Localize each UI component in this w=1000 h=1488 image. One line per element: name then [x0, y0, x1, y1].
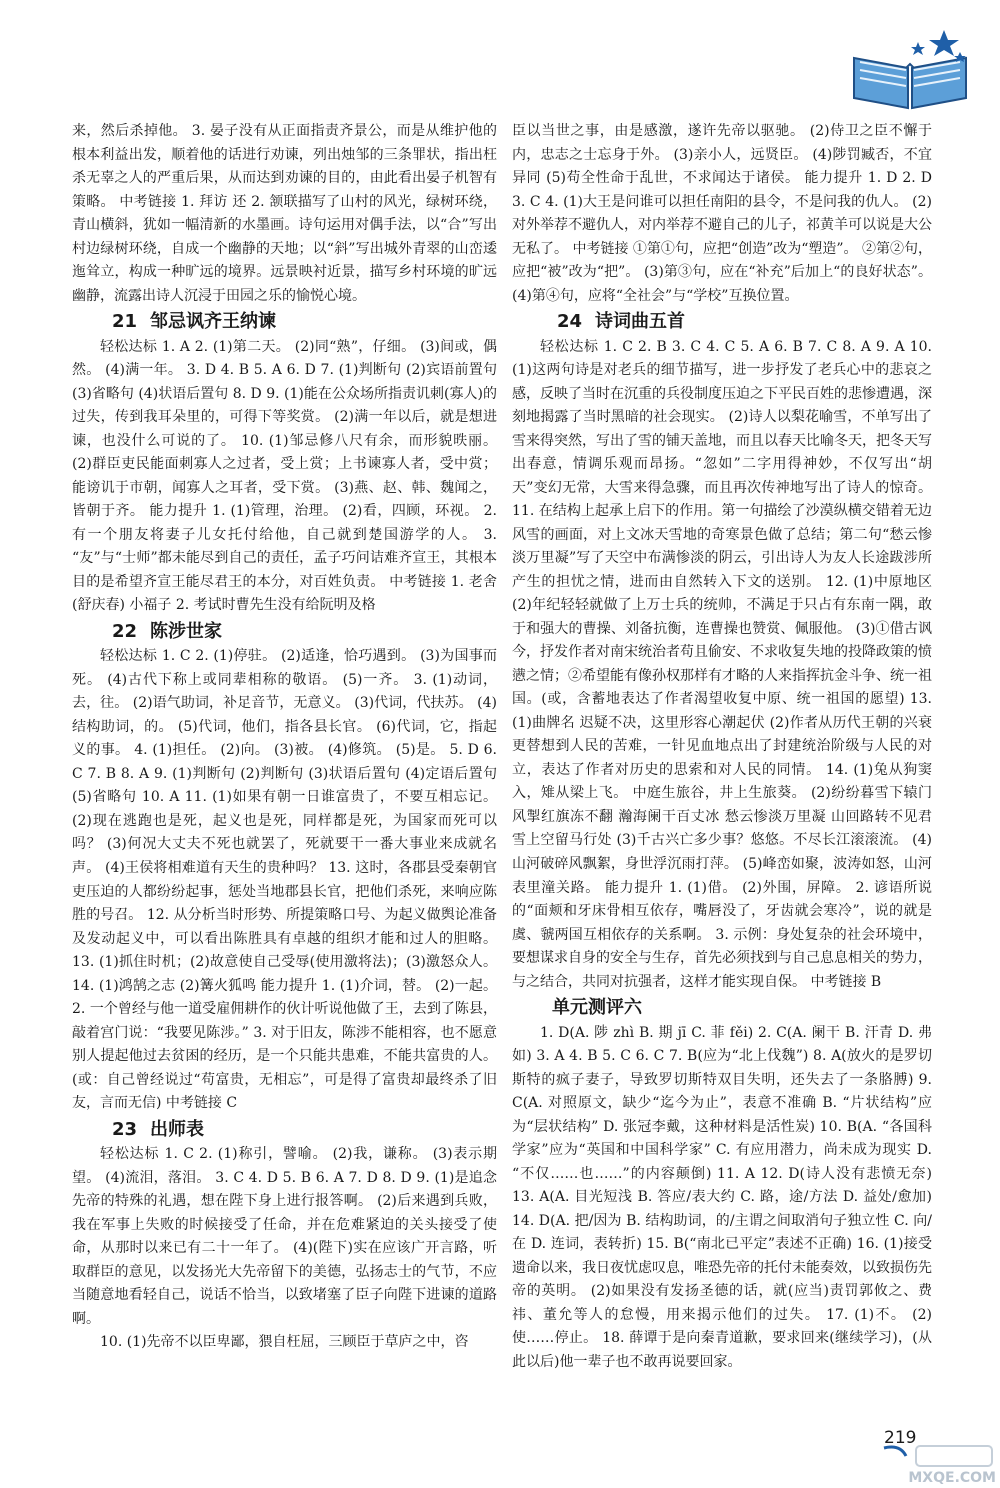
section-22-heading [72, 620, 497, 644]
section-24-title: 诗词曲五首 [595, 311, 685, 333]
section-21-heading [72, 310, 497, 334]
section-21-number: 21 [112, 311, 138, 333]
page-number: 219 [884, 1428, 917, 1448]
unit-test-title: 单元测评六 [552, 997, 642, 1019]
section-22-answers: 轻松达标 1. C 2. (1)停驻。 (2)适逢，恰巧遇到。 (3)为国事而死。 (4)古代下称上或同辈相称的敬语。 (5)一齐。 3. (1)动词，去，往。 (2)语气助词，补足音节，无意义。 (3)代词，代扶苏。 (4)结构助词，的。 (5)代词，他们，指各县长官。 (6)代词，它，指起义的事。 4. (1)担任。 (2)向。 (3)被。 (4)修筑。 (5)是。 5. D 6. C 7. B 8. A 9. (1)判断句 (2)判断句 (3)状语后置句 (4)定语后置句 (5)省略句 10. A 11. (1)如果有朝一日谁富贵了，不要互相忘记。 (2)现在逃跑也是死，起义也是死，同样都是死，为国家而死可以吗？ (3)何况大丈夫不死也就罢了，死就要干一番大事业来成就名声。 (4)王侯将相难道有天生的贵种吗？ 13. 这时，各郡县受秦朝官吏压迫的人都纷纷起事，惩处当地郡县长官，把他们杀死，来响应陈胜的号召。 12. 从分析当时形势、所提策略口号、为起义做舆论准备及发动起义中，可以看出陈胜具有卓越的组织才能和过人的胆略。 13. (1)抓住时机；(2)故意使自己受辱(使用激将法)；(3)激怒众人。 14. (1)鸿鹄之志 (2)篝火狐鸣 能力提升 1. (1)介词，替。 (2)一起。 2. 一个曾经与他一道受雇佣耕作的伙计听说他做了王，去到了陈县，敲着宫门说：“我要见陈涉。” 3. 对于旧友，陈涉不能相容，也不愿意别人提起他过去贫困的经历，是一个只能共患难，不能共富贵的人。(或：自己曾经说过“苟富贵，无相忘”，可是得了富贵却最终杀了旧友，言而无信) 中考链接 C [72, 648, 497, 1112]
open-book-stars-logo [848, 28, 972, 112]
unit-test-heading [512, 996, 932, 1020]
section-23-title: 出师表 [150, 1118, 204, 1140]
section-23-number: 23 [112, 1118, 138, 1140]
section-22-title: 陈涉世家 [150, 620, 222, 642]
left-intro-text: 来，然后杀掉他。 3. 晏子没有从正面指责齐景公，而是从维护他的根本利益出发，顺着他的话进行劝谏，列出烛邹的三条罪状，指出枉杀无辜之人的严重后果，从而达到劝谏的目的，由此看出晏子机智有策略。 中考链接 1. 拜访 还 2. 颔联描写了山村的风光，绿树环绕，青山横斜，犹如一幅清新的水墨画。诗句运用对偶手法，以“合”写出村边绿树环绕，自成一个幽静的天地；以“斜”写出城外青翠的山峦逶迤耸立，构成一种旷远的境界。远景映衬近景，描写乡村环境的旷远幽静，流露出诗人沉浸于田园之乐的愉悦心境。 [72, 123, 497, 304]
section-21-answers: 轻松达标 1. A 2. (1)第二天。 (2)同“熟”，仔细。 (3)间或，偶然。 (4)满一年。 3. D 4. B 5. A 6. D 7. (1)判断句 (2)宾语前置句 (3)省略句 (4)状语后置句 8. D 9. (1)能在公众场所指责讥刺(寡人)的过失，传到我耳朵里的，可得下等奖赏。 (2)满一年以后，就是想进谏，也没什么可说的了。 10. (1)邹忌修八尺有余，而形貌昳丽。 (2)群臣吏民能面刺寡人之过者，受上赏；上书谏寡人者，受中赏；能谤讥于市朝，闻寡人之耳者，受下赏。 (3)燕、赵、韩、魏闻之，皆朝于齐。 能力提升 1. (1)管理，治理。 (2)看，四顾，环视。 2. 有一个朋友将妻子儿女托付给他，自己就到楚国游学的人。 3. “友”与“士师”都未能尽到自己的责任，孟子巧问诘难齐宣王，其根本目的是希望齐宣王能尽君王的本分，对百姓负责。 中考链接 1. 老舍(舒庆春) 小福子 2. 考试时曹先生没有给阮明及格 [72, 338, 497, 614]
right-intro-text: 臣以当世之事，由是感激，遂许先帝以驱驰。 (2)侍卫之臣不懈于内，忠志之士忘身于外。 (3)亲小人，远贤臣。 (4)陟罚臧否，不宜异同 (5)苟全性命于乱世，不求闻达于诸侯。 能力提升 1. D 2. D 3. C 4. (1)大王是问谁可以担任南阳的县令，不是问我的仇人。 (2)对外举荐不避仇人，对内举荐不避自己的儿子，祁黄羊可以说是大公无私了。 中考链接 ①第①句，应把“创造”改为“塑造”。 ②第②句，应把“被”改为“把”。 (3)第③句，应在“补充”后加上“的良好状态”。 (4)第④句，应将“全社会”与“学校”互换位置。 [512, 123, 932, 304]
section-24-heading [512, 310, 932, 334]
left-column [72, 120, 497, 1355]
section-23-answers: 轻松达标 1. C 2. (1)称引，譬喻。 (2)我，谦称。 (3)表示期望。 (4)流泪，落泪。 3. C 4. D 5. B 6. A 7. D 8. D 9. (1)是追念先帝的特殊的礼遇，想在陛下身上进行报答啊。 (2)后来遇到兵败，我在军事上失败的时候接受了任命，并在危难紧迫的关头接受了使命，从那时以来已有二十一年了。 (4)(陛下)实在应该广开言路，听取群臣的意见，以发扬光大先帝留下的美德，弘扬志士的气节，不应当随意地看轻自己，说话不恰当，以致堵塞了臣子向陛下进谏的道路啊。 [72, 1146, 497, 1327]
left-tail-text: 10. (1)先帝不以臣卑鄙，猥自枉屈，三顾臣于草庐之中，咨 [100, 1334, 469, 1351]
watermark-logo [880, 1442, 998, 1486]
watermark-text: MXQE.COM [908, 1470, 996, 1486]
section-21-title: 邹忌讽齐王纳谏 [150, 311, 276, 333]
unit-test-answers: 1. D(A. 陟 zhì B. 期 jī C. 菲 fěi) 2. C(A. 阑干 B. 汗青 D. 弗如) 3. A 4. B 5. C 6. C 7. B(应为“北上伐魏”) 8. A(放火的是罗切斯特的疯子妻子，导致罗切斯特双目失明，还失去了一条胳膊) 9. C(A. 对照原文，缺少“迄今为止”，表意不准确 B. “片状结构”应为“层状结构” D. 张冠李戴，这种材料是活性炭) 10. B(A. “各国科学家”应为“英国和中国科学家” C. 有应用潜力，尚未成为现实 D. “不仅……也……”的内容颠倒) 11. A 12. D(诗人没有悲愤无奈) 13. A(A. 目光短浅 B. 答应/表大约 C. 路，途/方法 D. 益处/愈加) 14. D(A. 把/因为 B. 结构助词，的/主谓之间取消句子独立性 C. 向/在 D. 连词，表转折) 15. B(“南北已平定”表述不正确) 16. (1)接受遗命以来，我日夜忧虑叹息，唯恐先帝的托付未能奏效，以致损伤先帝的英明。 (2)如果没有发扬圣德的话，就(应当)责罚郭攸之、费祎、董允等人的怠慢，用来揭示他们的过失。 17. (1)不。 (2)使……停止。 18. 薛谭于是向秦青道歉，要求回来(继续学习)，(从此以后)他一辈子也不敢再说要回家。 [512, 1024, 932, 1370]
right-column [512, 120, 932, 1374]
section-23-heading [72, 1118, 497, 1142]
section-22-number: 22 [112, 620, 138, 642]
section-24-number: 24 [557, 311, 583, 333]
section-24-answers: 轻松达标 1. C 2. B 3. C 4. C 5. A 6. B 7. C 8. A 9. A 10. (1)这两句诗是对老兵的细节描写，进一步抒发了老兵心中的悲哀之感，反映了当时在沉重的兵役制度压迫之下平民百姓的悲惨遭遇，深刻地揭露了当时黑暗的社会现实。 (2)诗人以梨花喻雪，不单写出了雪来得突然，写出了雪的铺天盖地，而且以春天比喻冬天，把冬天写出春意，情调乐观而昂扬。“忽如”二字用得神妙，不仅写出“胡天”变幻无常，大雪来得急骤，而且再次传神地写出了诗人的惊奇。 11. 在结构上起承上启下的作用。第一句描绘了沙漠纵横交错着无边风雪的画面，对上文冰天雪地的奇寒景色做了总结；第二句“愁云惨淡万里凝”写了天空中布满惨淡的阴云，引出诗人为友人长途跋涉所产生的担忧之情，进而由自然转入下文的送别。 12. (1)中原地区 (2)年纪轻轻就做了上万士兵的统帅，不满足于只占有东南一隅，敢于和强大的曹操、刘备抗衡，连曹操也赞赏、佩服他。 (3)①借古讽今，抒发作者对南宋统治者苟且偷安、不求收复失地的投降政策的愤懑之情；②希望能有像孙权那样有才略的人来指挥抗金斗争、统一祖国。(或，含蓄地表达了作者渴望收复中原、统一祖国的愿望) 13. (1)曲牌名 迟疑不决，这里形容心潮起伏 (2)作者从历代王朝的兴衰更替想到人民的苦难，一针见血地点出了封建统治阶级与人民的对立，表达了作者对历史的思索和对人民的同情。 14. (1)兔从狗窦入，雉从梁上飞。 中庭生旅谷，井上生旅葵。 (2)纷纷暮雪下辕门 风掣红旗冻不翻 瀚海阑干百丈冰 愁云惨淡万里凝 山回路转不见君 雪上空留马行处 (3)千古兴亡多少事？悠悠。不尽长江滚滚流。 (4)山河破碎风飘絮，身世浮沉雨打萍。 (5)峰峦如聚，波涛如怒，山河表里潼关路。 能力提升 1. (1)借。 (2)外围，屏障。 2. 谚语所说的“面颊和牙床骨相互依存，嘴唇没了，牙齿就会寒冷”，说的就是虞、虢两国互相依存的关系啊。 3. 示例：身处复杂的社会环境中，要想谋求自身的安全与生存，首先必须找到与自己息息相关的势力，与之结合，共同对抗强者，这样才能实现自保。 中考链接 B [512, 338, 932, 990]
